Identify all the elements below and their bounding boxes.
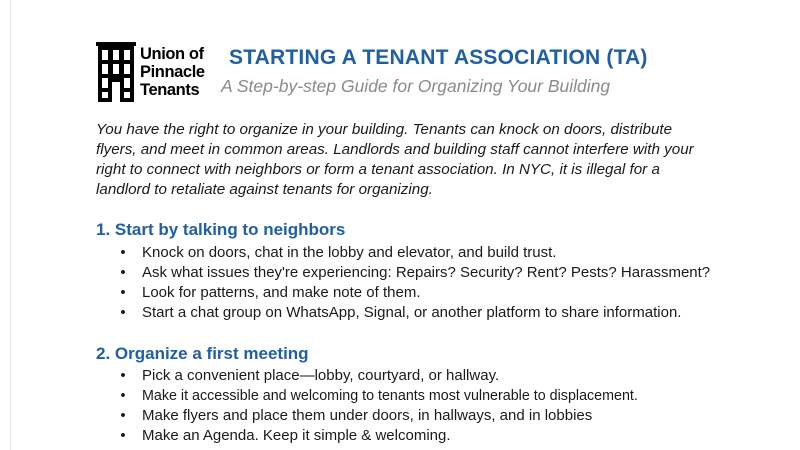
list-item-text: Start a chat group on WhatsApp, Signal, or another platform to share information. [142, 304, 682, 321]
logo-line: Pinnacle [140, 63, 205, 81]
list-item-text: Make an Agenda. Keep it simple & welcoming. [142, 427, 451, 444]
list-item [118, 283, 710, 303]
section-heading-2: 2. Organize a first meeting [96, 344, 309, 363]
bullet-icon: • [120, 244, 126, 261]
page-title: STARTING A TENANT ASSOCIATION (TA) [229, 46, 648, 69]
bullet-icon: • [120, 407, 126, 424]
list-item-text: Knock on doors, chat in the lobby and elevator, and build trust. [142, 244, 557, 261]
list-item [118, 366, 638, 386]
bullet-icon: • [120, 367, 126, 384]
page-subtitle: A Step-by-step Guide for Organizing Your Building [221, 76, 611, 96]
page-edge [10, 0, 11, 450]
section-1-bullet-list [118, 243, 710, 323]
list-item [118, 386, 638, 406]
bullet-icon: • [120, 427, 126, 444]
bullet-icon: • [120, 304, 126, 321]
list-item [118, 426, 638, 446]
list-item-text: Ask what issues they're experiencing: Repairs? Security? Rent? Pests? Harassment? [142, 264, 711, 281]
list-item [118, 243, 710, 263]
logo-line: Tenants [140, 81, 200, 99]
section-2-bullet-list [118, 366, 638, 446]
list-item [118, 406, 638, 426]
list-item [118, 263, 710, 283]
list-item-text: Make it accessible and welcoming to tenants most vulnerable to displacement. [142, 388, 638, 404]
logo-wordmark [140, 45, 205, 99]
building-icon [96, 42, 136, 102]
list-item-text: Make flyers and place them under doors, in hallways, and in lobbies [142, 407, 593, 424]
union-logo [96, 42, 206, 104]
bullet-icon: • [120, 284, 126, 301]
bullet-icon: • [120, 388, 126, 404]
bullet-icon: • [120, 264, 126, 281]
logo-line: Union of [140, 45, 204, 63]
section-heading-1: 1. Start by talking to neighbors [96, 220, 346, 239]
list-item-text: Look for patterns, and make note of them. [142, 284, 421, 301]
list-item-text: Pick a convenient place—lobby, courtyard, or hallway. [142, 367, 500, 384]
intro-paragraph: You have the right to organize in your building. Tenants can knock on doors, distribute flyers, and meet in common areas. Landlords and building staff cannot interfere with your right to connect with neighbors or form a tenant association. In NYC, it is illegal for a landlord to retaliate against tenants for organizing. [96, 121, 694, 198]
list-item [118, 303, 710, 323]
